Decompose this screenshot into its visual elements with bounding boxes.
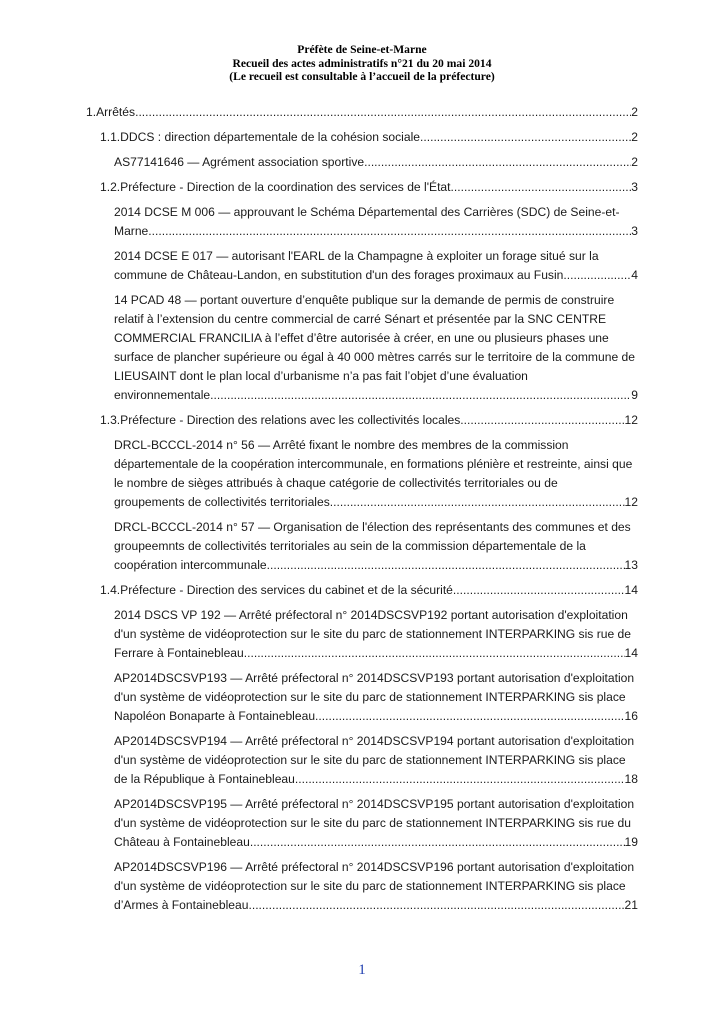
toc-entry-drcl-57[interactable] (114, 518, 638, 575)
toc-entry-dscs-vp-192[interactable] (114, 606, 638, 663)
toc-entry-text: 2014 DSCS VP 192 — Arrêté préfectoral n° 2014DSCSVP192 portant autorisation d'exploitation d'un système de vidéoprotection sur le site du parc de stationnement INTERPARKING sis rue de (114, 608, 631, 641)
toc-page-number: 4 (631, 268, 638, 282)
toc-entry-text-end: Ferrare à Fontainebleau (114, 646, 244, 660)
toc-entry-text: DRCL-BCCCL-2014 n° 56 — Arrêté fixant le nombre des membres de la commission départementale de la coopération intercommunale, en formations plénière et restreinte, ainsi que le nombre de sièges attribués à chaque catégorie de collectivités territoriales ou de (114, 438, 633, 490)
toc-entry-text-end: Marne (114, 224, 149, 238)
toc-entry-cabinet-securite[interactable] (100, 581, 638, 600)
header-recueil-title: Recueil des actes administratifs n°21 du 20 mai 2014 (232, 56, 492, 70)
toc-page-number: 2 (631, 155, 638, 169)
toc-entry-text-end: groupements de collectivités territoriales (114, 495, 330, 509)
table-of-contents (0, 103, 724, 915)
toc-entry-text: 2014 DCSE M 006 — approuvant le Schéma Départemental des Carrières (SDC) de Seine-et- (114, 205, 620, 219)
toc-page-number: 19 (624, 835, 638, 849)
toc-entry-pcad-48[interactable] (114, 291, 638, 405)
toc-entry-text: 14 PCAD 48 — portant ouverture d’enquête publique sur la demande de permis de construire relatif à l’extension du centre commercial de carré Sénart et présentée par la SNC CENTRE COMMERCIAL FRANCILIA à l’effet d’être autorisée à créer, en une ou plusieurs phases une surface de plancher supérieure ou égal à 40 000 mètres carrés sur le territoire de la commune de LIEUSAINT dont le plan local d’urbanisme n’a pas fait l’objet d’une évaluation (114, 293, 635, 383)
toc-page-number: 9 (631, 388, 638, 402)
toc-entry-coordination[interactable] (100, 178, 638, 197)
toc-entry-text-end: Château à Fontainebleau (114, 835, 250, 849)
toc-page-number: 2 (631, 105, 638, 119)
toc-entry-text-end: Napoléon Bonaparte à Fontainebleau (114, 709, 316, 723)
toc-entry-dscsvp194[interactable] (114, 732, 638, 789)
toc-page-number: 21 (624, 898, 638, 912)
toc-entry-text: AP2014DSCSVP196 — Arrêté préfectoral n° 2014DSCSVP196 portant autorisation d'exploitation d'un système de vidéoprotection sur le site du parc de stationnement INTERPARKING sis place (114, 860, 635, 893)
toc-entry-text: 2014 DCSE E 017 — autorisant l'EARL de la Champagne à exploiter un forage situé sur la (114, 249, 599, 263)
page-number: 1 (358, 962, 366, 978)
header-consultation-note: (Le recueil est consultable à l’accueil de la préfecture) (229, 70, 495, 83)
toc-entry-as77141646[interactable] (114, 153, 638, 172)
toc-entry-text: DRCL-BCCCL-2014 n° 57 — Organisation de l'élection des représentants des communes et des groupeemnts de collectivités territoriales au sein de la commission départementale de la (114, 520, 631, 553)
toc-entry-arretes[interactable] (86, 103, 638, 122)
toc-page-number: 18 (624, 772, 638, 786)
toc-entry-text: 1.3.Préfecture - Direction des relations avec les collectivités locales (100, 413, 461, 427)
toc-entry-dscsvp196[interactable] (114, 858, 638, 915)
toc-entry-relations-collectivites[interactable] (100, 411, 638, 430)
toc-entry-dcse-m-006[interactable] (114, 203, 638, 241)
toc-entry-dscsvp193[interactable] (114, 669, 638, 726)
toc-entry-text: 1.2.Préfecture - Direction de la coordination des services de l'État (100, 180, 451, 194)
toc-entry-text-end: environnementale (114, 388, 211, 402)
toc-page-number: 14 (624, 646, 638, 660)
toc-entry-text: 1.Arrêtés (86, 105, 136, 119)
toc-entry-text-end: d’Armes à Fontainebleau (114, 898, 249, 912)
toc-page-number: 16 (624, 709, 638, 723)
header-prefecture: Préfète de Seine-et-Marne (297, 43, 427, 56)
toc-page-number: 14 (624, 583, 638, 597)
toc-page-number: 12 (624, 413, 638, 427)
toc-entry-text: AS77141646 — Agrément association sportive (114, 155, 365, 169)
toc-entry-text: AP2014DSCSVP193 — Arrêté préfectoral n° 2014DSCSVP193 portant autorisation d'exploitation d'un système de vidéoprotection sur le site du parc de stationnement INTERPARKING sis place (114, 671, 635, 704)
toc-entry-drcl-56[interactable] (114, 436, 638, 512)
toc-entry-text-end: de la République à Fontainebleau (114, 772, 295, 786)
toc-entry-text: AP2014DSCSVP195 — Arrêté préfectoral n° 2014DSCSVP195 portant autorisation d'exploitation d'un système de vidéoprotection sur le site du parc de stationnement INTERPARKING sis rue du (114, 797, 635, 830)
toc-page-number: 3 (631, 224, 638, 238)
toc-entry-text: AP2014DSCSVP194 — Arrêté préfectoral n° 2014DSCSVP194 portant autorisation d'exploitation d'un système de vidéoprotection sur le site du parc de stationnement INTERPARKING sis place (114, 734, 635, 767)
toc-entry-text-end: coopération intercommunale (114, 558, 267, 572)
toc-page-number: 3 (631, 180, 638, 194)
toc-entry-dcse-e-017[interactable] (114, 247, 638, 285)
toc-entry-text: 1.4.Préfecture - Direction des services du cabinet et de la sécurité (100, 583, 453, 597)
toc-page-number: 2 (631, 130, 638, 144)
toc-entry-ddcs[interactable] (100, 128, 638, 147)
toc-entry-dscsvp195[interactable] (114, 795, 638, 852)
toc-page-number: 12 (624, 495, 638, 509)
toc-entry-text: 1.1.DDCS : direction départementale de la cohésion sociale (100, 130, 420, 144)
document-header (0, 43, 724, 84)
toc-entry-text-end: commune de Château-Landon, en substitution d'un des forages proximaux au Fusin (114, 268, 564, 282)
toc-page-number: 13 (624, 558, 638, 572)
